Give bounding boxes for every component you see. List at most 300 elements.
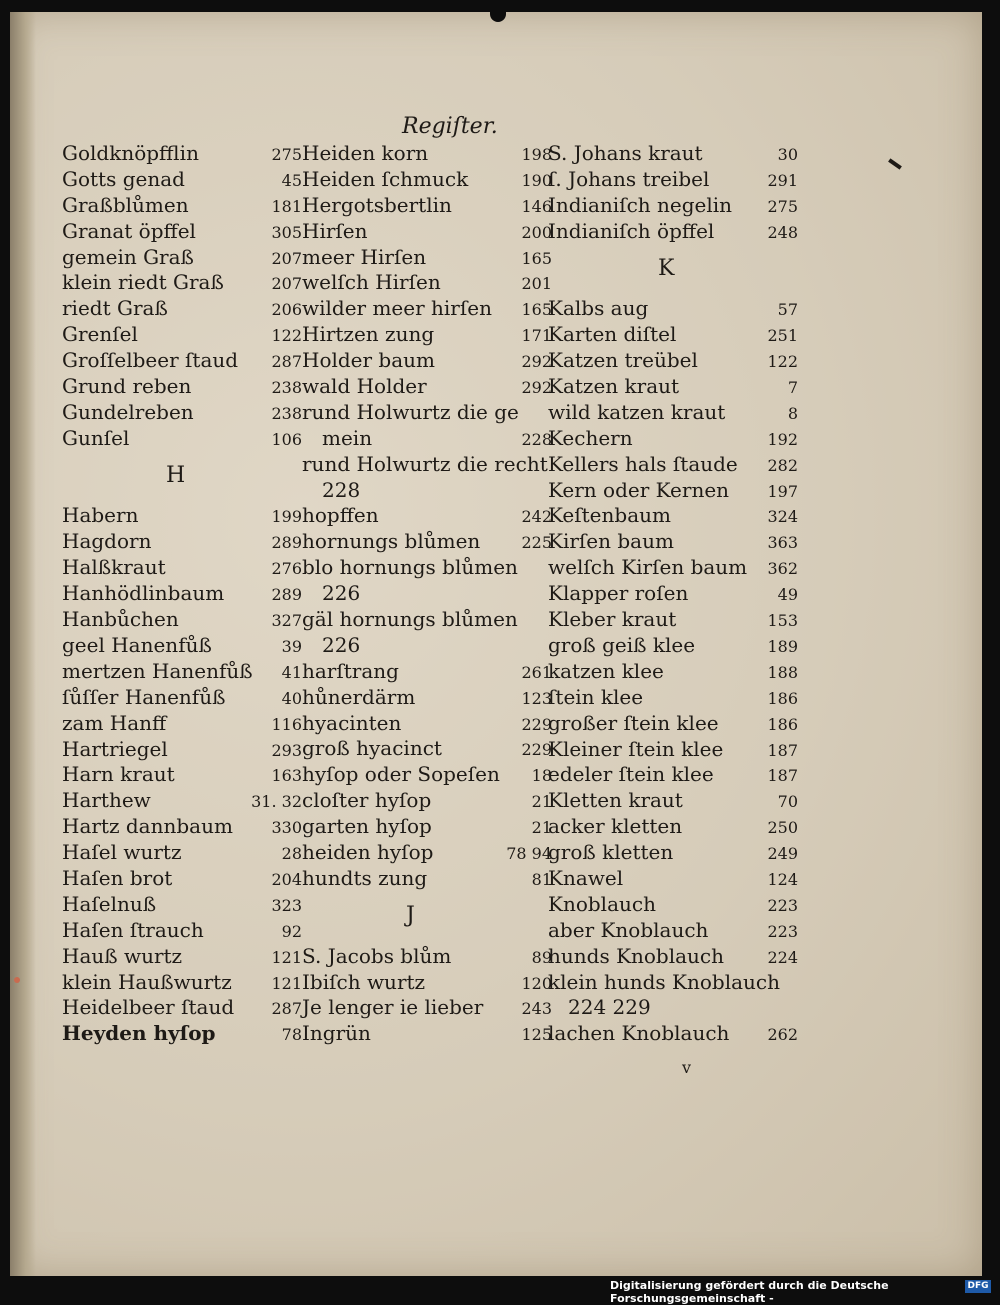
- register-entry: [62, 244, 302, 270]
- entry-term: Grenſel: [62, 322, 138, 347]
- entry-page-number: 207: [271, 248, 302, 268]
- entry-page-number: 121: [271, 947, 302, 967]
- entry-term: cloſter hyſop: [302, 788, 432, 813]
- register-entry: [302, 451, 552, 477]
- entry-page-number: 123: [521, 688, 552, 708]
- entry-page-number: 275: [767, 196, 798, 216]
- entry-term: Hanbůchen: [62, 607, 179, 632]
- register-entry: [548, 839, 798, 865]
- register-entry: [548, 813, 798, 839]
- entry-term: aber Knoblauch: [548, 917, 709, 942]
- register-entry: [548, 994, 798, 1020]
- entry-page-number: 363: [767, 533, 798, 553]
- entry-term: Haſen ſtrauch: [62, 917, 204, 942]
- register-entry: [62, 425, 302, 451]
- entry-term: Indianiſch negelin: [548, 192, 733, 217]
- entry-page-number: 293: [271, 740, 302, 760]
- entry-page-number: 224: [767, 947, 798, 967]
- entry-term: rund Holwurtz die recht: [302, 451, 548, 476]
- entry-page-number: 41: [281, 662, 302, 682]
- register-entry: [302, 684, 552, 710]
- signature-mark: v: [682, 1058, 692, 1077]
- entry-page-number: 78: [281, 1025, 302, 1045]
- entry-page-number: 225: [521, 533, 552, 553]
- section-letter-text: J: [406, 902, 415, 928]
- entry-page-number: 323: [271, 895, 302, 915]
- entry-term: geel Hanenfůß: [62, 632, 212, 657]
- entry-page-number: 190: [521, 170, 552, 190]
- entry-page-number: 89: [531, 947, 552, 967]
- entry-term: Granat öpffel: [62, 218, 196, 243]
- register-entry: [302, 528, 552, 554]
- entry-term: Haſen brot: [62, 865, 173, 890]
- register-entry: [548, 710, 798, 736]
- entry-page-number: 146: [521, 196, 552, 216]
- entry-term: Kleiner ſtein klee: [548, 736, 724, 761]
- entry-term: 226: [322, 581, 361, 606]
- register-entry: [548, 761, 798, 787]
- entry-page-number: 122: [271, 326, 302, 346]
- register-entry: [548, 295, 798, 321]
- register-entry: [548, 218, 798, 244]
- register-entry: [548, 554, 798, 580]
- entry-term: Gotts genad: [62, 166, 185, 191]
- register-entry: [62, 554, 302, 580]
- entry-term: Haſel wurtz: [62, 840, 182, 865]
- register-entry: [62, 710, 302, 736]
- entry-term: Kellers hals ſtaude: [548, 451, 738, 476]
- entry-page-number: 30: [777, 145, 798, 164]
- entry-term: Kirſen baum: [548, 529, 674, 554]
- register-entry: [302, 865, 552, 891]
- register-entry: [302, 554, 552, 580]
- entry-term: Knoblauch: [548, 891, 656, 916]
- entry-page-number: 238: [271, 403, 302, 423]
- register-entry: [302, 761, 552, 787]
- entry-page-number: 249: [767, 844, 798, 864]
- register-entry: [302, 606, 552, 632]
- entry-page-number: 287: [271, 352, 302, 372]
- page-stain: [14, 977, 20, 983]
- entry-term: Karten diſtel: [548, 322, 677, 347]
- entry-term: lachen Knoblauch: [548, 1021, 730, 1046]
- entry-term: Hergotsbertlin: [302, 192, 452, 217]
- entry-term: hornungs blůmen: [302, 529, 481, 554]
- section-letter-text: K: [658, 255, 675, 281]
- entry-page-number: 292: [521, 352, 552, 372]
- ink-mark: [888, 158, 902, 169]
- entry-page-number: 70: [777, 792, 798, 812]
- entry-page-number: 275: [271, 145, 302, 164]
- entry-term: S. Jacobs blům: [302, 943, 452, 968]
- entry-page-number: 40: [281, 688, 302, 708]
- entry-page-number: 28: [281, 844, 302, 864]
- entry-term: Habern: [62, 503, 139, 528]
- entry-term: Hauß wurtz: [62, 943, 183, 968]
- entry-page-number: 39: [281, 636, 302, 656]
- entry-page-number: 262: [767, 1025, 798, 1045]
- entry-term: Heiden korn: [302, 141, 429, 165]
- entry-page-number: 57: [777, 300, 798, 320]
- entry-page-number: 238: [271, 378, 302, 398]
- entry-page-number: 78 94: [506, 844, 552, 864]
- entry-term: Holder baum: [302, 348, 436, 373]
- entry-term: 226: [322, 632, 361, 657]
- register-entry: [548, 580, 798, 606]
- entry-term: Kern oder Kernen: [548, 477, 730, 502]
- register-entry: [302, 321, 552, 347]
- register-entry: [302, 735, 552, 761]
- entry-term: Gunſel: [62, 425, 130, 450]
- entry-page-number: 21: [531, 818, 552, 838]
- entry-page-number: 186: [767, 714, 798, 734]
- page-edge-notch: [490, 12, 506, 22]
- register-entry: [62, 269, 302, 295]
- entry-term: katzen klee: [548, 658, 664, 683]
- entry-page-number: 165: [521, 300, 552, 320]
- register-entry: [62, 528, 302, 554]
- entry-term: heiden hyſop: [302, 840, 434, 865]
- entry-term: Klapper roſen: [548, 581, 689, 606]
- entry-term: Heiden ſchmuck: [302, 166, 469, 191]
- entry-term: blo hornungs blůmen: [302, 555, 518, 580]
- register-entry: [62, 218, 302, 244]
- entry-page-number: 106: [271, 429, 302, 449]
- entry-page-number: 251: [767, 326, 798, 346]
- entry-term: Katzen treübel: [548, 348, 698, 373]
- entry-term: Heyden hyſop: [62, 1021, 216, 1046]
- entry-term: Heidelbeer ſtaud: [62, 995, 235, 1020]
- register-entry: [62, 580, 302, 606]
- register-entry: [302, 295, 552, 321]
- entry-term: Halßkraut: [62, 555, 166, 580]
- entry-term: wilder meer hirſen: [302, 296, 492, 321]
- entry-page-number: 287: [271, 999, 302, 1019]
- entry-page-number: 186: [767, 688, 798, 708]
- entry-page-number: 187: [767, 766, 798, 786]
- entry-page-number: 292: [521, 378, 552, 398]
- register-entry: [62, 969, 302, 995]
- register-entry: [548, 347, 798, 373]
- register-entry: [302, 218, 552, 244]
- entry-term: Hanhödlinbaum: [62, 581, 225, 606]
- register-entry: [62, 192, 302, 218]
- register-entry: [548, 477, 798, 503]
- entry-term: Harn kraut: [62, 762, 175, 787]
- register-entry: [548, 502, 798, 528]
- register-entry: [548, 192, 798, 218]
- entry-page-number: 121: [271, 973, 302, 993]
- entry-page-number: 207: [271, 274, 302, 294]
- register-entry: [548, 321, 798, 347]
- register-entry: [62, 787, 302, 813]
- entry-term: hundts zung: [302, 865, 428, 890]
- register-entry: [62, 684, 302, 710]
- entry-term: hyacinten: [302, 710, 402, 735]
- register-entry: [302, 477, 552, 503]
- entry-page-number: 305: [271, 222, 302, 242]
- entry-page-number: 8: [787, 403, 798, 423]
- register-entry: [62, 166, 302, 192]
- entry-term: Hirſen: [302, 218, 368, 243]
- entry-term: Harthew: [62, 788, 151, 813]
- register-column-3: [548, 140, 798, 1046]
- register-column-1: [62, 140, 302, 1046]
- register-entry: [302, 943, 552, 969]
- entry-term: Keſtenbaum: [548, 503, 671, 528]
- entry-page-number: 189: [767, 636, 798, 656]
- register-entry: [548, 373, 798, 399]
- register-entry: [62, 140, 302, 166]
- entry-term: Graßblůmen: [62, 192, 189, 217]
- register-entry: [302, 994, 552, 1020]
- entry-page-number: 204: [271, 869, 302, 889]
- register-entry: [62, 865, 302, 891]
- register-entry: [302, 347, 552, 373]
- entry-term: ſůſſer Hanenfůß: [62, 684, 226, 709]
- register-entry: [548, 399, 798, 425]
- register-entry: [302, 632, 552, 658]
- register-entry: [302, 244, 552, 270]
- register-entry: [548, 632, 798, 658]
- entry-term: gäl hornungs blůmen: [302, 607, 518, 632]
- entry-term: klein hunds Knoblauch: [548, 969, 781, 994]
- entry-term: wild katzen kraut: [548, 399, 726, 424]
- register-entry: [302, 269, 552, 295]
- register-entry: [302, 399, 552, 425]
- entry-term: klein riedt Graß: [62, 270, 224, 295]
- entry-term: ſ. Johans treibel: [548, 166, 710, 191]
- entry-term: Hagdorn: [62, 529, 152, 554]
- register-entry: [548, 658, 798, 684]
- entry-page-number: 197: [767, 481, 798, 501]
- entry-page-number: 165: [521, 248, 552, 268]
- register-entry: [62, 399, 302, 425]
- register-entry: [548, 1020, 798, 1046]
- register-entry: [548, 528, 798, 554]
- register-entry: [62, 736, 302, 762]
- entry-term: Hartz dannbaum: [62, 814, 233, 839]
- entry-term: garten hyſop: [302, 814, 432, 839]
- entry-term: groß hyacinct: [302, 736, 442, 761]
- entry-term: Goldknöpfflin: [62, 141, 199, 165]
- register-entry: [62, 658, 302, 684]
- register-entry: [62, 321, 302, 347]
- register-entry: [302, 166, 552, 192]
- entry-page-number: 163: [271, 766, 302, 786]
- entry-term: Ingrün: [302, 1021, 371, 1046]
- register-entry: [302, 192, 552, 218]
- entry-page-number: 125: [521, 1025, 552, 1045]
- register-entry: [62, 347, 302, 373]
- entry-page-number: 124: [767, 869, 798, 889]
- register-entry: [62, 1020, 302, 1046]
- entry-page-number: 45: [281, 170, 302, 190]
- entry-page-number: 291: [767, 170, 798, 190]
- entry-term: Indianiſch öpffel: [548, 218, 715, 243]
- entry-page-number: 18: [531, 766, 552, 786]
- section-letter-text: H: [166, 462, 186, 488]
- entry-term: rund Holwurtz die ge: [302, 399, 519, 424]
- entry-term: Kletten kraut: [548, 788, 683, 813]
- entry-page-number: 187: [767, 740, 798, 760]
- register-entry: [62, 813, 302, 839]
- entry-page-number: 192: [767, 429, 798, 449]
- entry-page-number: 21: [531, 792, 552, 812]
- register-entry: [62, 502, 302, 528]
- entry-page-number: 243: [521, 999, 552, 1019]
- entry-page-number: 122: [767, 352, 798, 372]
- entry-page-number: 223: [767, 921, 798, 941]
- entry-page-number: 327: [271, 611, 302, 631]
- register-entry: [548, 684, 798, 710]
- entry-page-number: 49: [777, 585, 798, 605]
- entry-term: ſtein klee: [548, 684, 644, 709]
- entry-term: Hartriegel: [62, 736, 168, 761]
- entry-page-number: 181: [271, 196, 302, 216]
- entry-page-number: 206: [271, 300, 302, 320]
- entry-page-number: 330: [271, 818, 302, 838]
- register-entry: [62, 891, 302, 917]
- register-entry: [62, 994, 302, 1020]
- register-entry: [302, 502, 552, 528]
- entry-term: Groſſelbeer ſtaud: [62, 348, 239, 373]
- register-entry: [548, 736, 798, 762]
- register-entry: [302, 658, 552, 684]
- entry-term: 224 229: [568, 995, 651, 1020]
- entry-page-number: 289: [271, 585, 302, 605]
- entry-term: meer Hirſen: [302, 244, 427, 269]
- entry-term: welſch Kirſen baum: [548, 555, 748, 580]
- entry-term: 228: [322, 477, 361, 502]
- entry-term: gemein Graß: [62, 244, 194, 269]
- entry-page-number: 92: [281, 921, 302, 941]
- entry-term: Grund reben: [62, 374, 192, 399]
- entry-term: Kalbs aug: [548, 296, 649, 321]
- register-entry: [548, 943, 798, 969]
- entry-page-number: 261: [521, 662, 552, 682]
- entry-page-number: 324: [767, 507, 798, 527]
- entry-page-number: 116: [271, 714, 302, 734]
- entry-page-number: 242: [521, 507, 552, 527]
- register-entry: [548, 787, 798, 813]
- register-entry: [548, 140, 798, 166]
- entry-term: wald Holder: [302, 374, 427, 399]
- entry-page-number: 171: [521, 326, 552, 346]
- register-entry: [548, 891, 798, 917]
- entry-page-number: 199: [271, 507, 302, 527]
- entry-term: Knawel: [548, 865, 624, 890]
- register-entry: [548, 917, 798, 943]
- entry-page-number: 223: [767, 895, 798, 915]
- entry-page-number: 188: [767, 662, 798, 682]
- section-letter: [548, 244, 798, 296]
- entry-page-number: 229: [521, 740, 552, 760]
- register-entry: [62, 761, 302, 787]
- entry-term: edeler ſtein klee: [548, 762, 714, 787]
- register-entry: [62, 839, 302, 865]
- entry-page-number: 81: [531, 869, 552, 889]
- entry-page-number: 153: [767, 611, 798, 631]
- entry-term: mertzen Hanenfůß: [62, 658, 253, 683]
- entry-term: Ibiſch wurtz: [302, 969, 426, 994]
- entry-term: Katzen kraut: [548, 374, 680, 399]
- entry-page-number: 362: [767, 559, 798, 579]
- register-entry: [62, 295, 302, 321]
- entry-page-number: 198: [521, 145, 552, 164]
- register-entry: [548, 606, 798, 632]
- register-entry: [302, 710, 552, 736]
- register-entry: [302, 1020, 552, 1046]
- register-entry: [548, 969, 798, 995]
- entry-term: groß geiß klee: [548, 632, 696, 657]
- register-entry: [62, 373, 302, 399]
- entry-page-number: 228: [521, 429, 552, 449]
- entry-term: Hirtzen zung: [302, 322, 435, 347]
- register-entry: [548, 451, 798, 477]
- entry-term: Je lenger ie lieber: [302, 995, 484, 1020]
- entry-term: Gundelreben: [62, 399, 194, 424]
- register-entry: [548, 865, 798, 891]
- entry-page-number: 289: [271, 533, 302, 553]
- entry-page-number: 250: [767, 818, 798, 838]
- register-entry: [302, 839, 552, 865]
- register-entry: [302, 140, 552, 166]
- entry-term: hyſop oder Sopeſen: [302, 762, 500, 787]
- entry-term: klein Haußwurtz: [62, 969, 232, 994]
- entry-term: acker kletten: [548, 814, 683, 839]
- entry-page-number: 276: [271, 559, 302, 579]
- dfg-logo: DFG: [965, 1280, 991, 1293]
- register-entry: [548, 425, 798, 451]
- entry-term: Kechern: [548, 425, 633, 450]
- register-entry: [548, 166, 798, 192]
- entry-page-number: 31. 32: [251, 792, 302, 812]
- entry-page-number: 120: [521, 973, 552, 993]
- entry-term: riedt Graß: [62, 296, 168, 321]
- section-letter: [62, 451, 302, 503]
- entry-page-number: 7: [787, 378, 798, 398]
- register-entry: [62, 943, 302, 969]
- entry-term: zam Hanff: [62, 710, 167, 735]
- page-spine-shadow: [10, 12, 36, 1276]
- book-page: [10, 12, 982, 1276]
- entry-page-number: 201: [521, 274, 552, 294]
- footer-credit: Digitalisierung gefördert durch die Deutsche Forschungsgemeinschaft -: [610, 1279, 889, 1305]
- register-entry: [302, 969, 552, 995]
- register-entry: [302, 580, 552, 606]
- section-letter: [302, 891, 552, 943]
- register-entry: [302, 425, 552, 451]
- entry-term: hopffen: [302, 503, 379, 528]
- entry-page-number: 282: [767, 455, 798, 475]
- entry-term: groß kletten: [548, 840, 674, 865]
- entry-page-number: 229: [521, 714, 552, 734]
- page-header: Regiſter.: [402, 114, 498, 139]
- entry-term: welſch Hirſen: [302, 270, 441, 295]
- entry-term: S. Johans kraut: [548, 141, 703, 165]
- register-column-2: [302, 140, 552, 1046]
- register-entry: [62, 917, 302, 943]
- register-entry: [62, 606, 302, 632]
- entry-page-number: 200: [521, 222, 552, 242]
- register-entry: [302, 813, 552, 839]
- entry-term: hunds Knoblauch: [548, 943, 725, 968]
- register-entry: [62, 632, 302, 658]
- entry-term: harſtrang: [302, 658, 399, 683]
- entry-term: hůnerdärm: [302, 684, 416, 709]
- register-entry: [302, 787, 552, 813]
